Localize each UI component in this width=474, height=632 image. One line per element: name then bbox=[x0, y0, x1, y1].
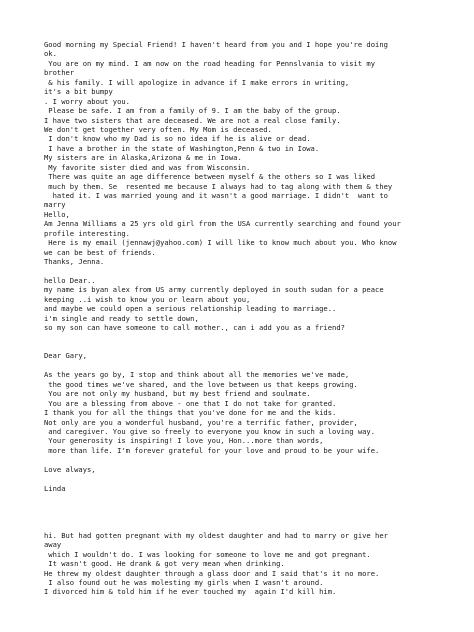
text-line: Good morning my Special Friend! I haven't heard from you and I hope you're doing bbox=[44, 40, 388, 49]
spacer bbox=[44, 474, 462, 483]
text-line: ok. bbox=[44, 49, 57, 59]
text-line: and maybe we could open a serious relationship leading to marriage.. bbox=[44, 304, 337, 314]
text-line: There was quite an age difference between myself & the others so I was liked bbox=[44, 172, 376, 182]
text-line: Dear Gary, bbox=[44, 351, 87, 361]
text-line: I have a brother in the state of Washington,Penn & two in Iowa. bbox=[44, 143, 320, 153]
text-line: much by them. Se resented me because I always had to tag along with them & they bbox=[44, 181, 393, 191]
text-line: You are on my mind. I am now on the road heading for Pennslvania to visit my bbox=[44, 58, 376, 68]
text-line: so my son can have someone to call mother., can i add you as a friend? bbox=[44, 323, 345, 333]
text-line: Love always, bbox=[44, 464, 96, 474]
spacer bbox=[44, 333, 462, 352]
text-line: profile interesting. bbox=[44, 228, 130, 238]
spacer bbox=[44, 521, 462, 530]
text-line: Your generosity is inspiring! I love you, Hon...more than words, bbox=[44, 436, 324, 446]
text-line: My favorite sister died and was from Wisconsin. bbox=[44, 162, 251, 172]
signature-linda bbox=[44, 484, 462, 493]
text-line: You are not only my husband, but my best friend and soulmate. bbox=[44, 389, 311, 399]
spacer bbox=[44, 267, 462, 276]
spacer bbox=[44, 361, 462, 370]
text-line: brother bbox=[44, 68, 75, 78]
text-line: He threw my oldest daughter through a glass door and I said that's it no more. bbox=[44, 568, 380, 578]
text-line: i'm single and ready to settle down, bbox=[44, 313, 199, 323]
spacer bbox=[44, 493, 462, 521]
text-line: I have two sisters that are deceased. We are not a real close family. bbox=[44, 115, 341, 125]
paragraph-story bbox=[44, 531, 462, 597]
text-line: more than life. I'm forever grateful for your love and proud to be your wife. bbox=[44, 445, 380, 455]
text-line: my name is byan alex from US army currently deployed in south sudan for a peace bbox=[44, 285, 384, 295]
paragraph-hello-dear bbox=[44, 276, 462, 333]
text-line: it's a bit bumpy bbox=[44, 87, 113, 97]
paragraph-letter-body bbox=[44, 370, 462, 455]
text-line: and caregiver. You give so freely to everyone you know in such a loving way. bbox=[44, 426, 376, 436]
text-line: We don't get together very often. My Mom is deceased. bbox=[44, 124, 272, 134]
text-line: I don't know who my Dad is so no idea if he is alive or dead. bbox=[44, 134, 311, 144]
text-line: hi. But had gotten pregnant with my oldest daughter and had to marry or give her bbox=[44, 530, 388, 540]
text-line: I also found out he was molesting my girls when I wasn't around. bbox=[44, 577, 324, 587]
text-line: As the years go by, I stop and think about all the memories we've made, bbox=[44, 370, 350, 380]
text-line: away bbox=[44, 540, 62, 550]
text-line: Am Jenna Williams a 25 yrs old girl from the USA currently searching and found your bbox=[44, 219, 401, 229]
salutation-dear-gary bbox=[44, 351, 462, 360]
text-line: Linda bbox=[44, 483, 66, 493]
text-line: It wasn't good. He drank & got very mean when drinking. bbox=[44, 559, 285, 569]
text-line: Hello, bbox=[44, 209, 70, 219]
closing-love-always bbox=[44, 465, 462, 474]
text-line: Here is my email (jennawj@yahoo.com) I will like to know much about you. Who know bbox=[44, 238, 397, 248]
text-line: the good times we've shared, and the love between us that keeps growing. bbox=[44, 379, 358, 389]
text-line: marry bbox=[44, 200, 66, 210]
text-line: hated it. I was married young and it wasn't a good marriage. I didn't want to bbox=[44, 191, 388, 200]
text-line: we can be best of friends. bbox=[44, 247, 156, 257]
text-line: You are a blessing from above - one that I do not take for granted. bbox=[44, 398, 337, 408]
text-line: Not only are you a wonderful husband, you're a terrific father, provider, bbox=[44, 417, 358, 427]
text-line: I divorced him & told him if he ever touched my again I'd kill him. bbox=[44, 587, 337, 597]
text-line: . I worry about you. bbox=[44, 96, 130, 106]
text-line: My sisters are in Alaska,Arizona & me in Iowa. bbox=[44, 153, 242, 163]
text-line: keeping ..i wish to know you or learn about you, bbox=[44, 294, 251, 304]
paragraph-special-friend bbox=[44, 40, 462, 267]
text-line: Thanks, Jenna. bbox=[44, 257, 105, 267]
spacer bbox=[44, 455, 462, 464]
text-line: which I wouldn't do. I was looking for someone to love me and got pregnant. bbox=[44, 549, 371, 559]
text-line: hello Dear.. bbox=[44, 275, 96, 285]
text-line: I thank you for all the things that you've done for me and the kids. bbox=[44, 408, 337, 418]
text-line: Please be safe. I am from a family of 9. I am the baby of the group. bbox=[44, 106, 341, 116]
text-line: & his family. I will apologize in advance if I make errors in writing, bbox=[44, 77, 350, 87]
